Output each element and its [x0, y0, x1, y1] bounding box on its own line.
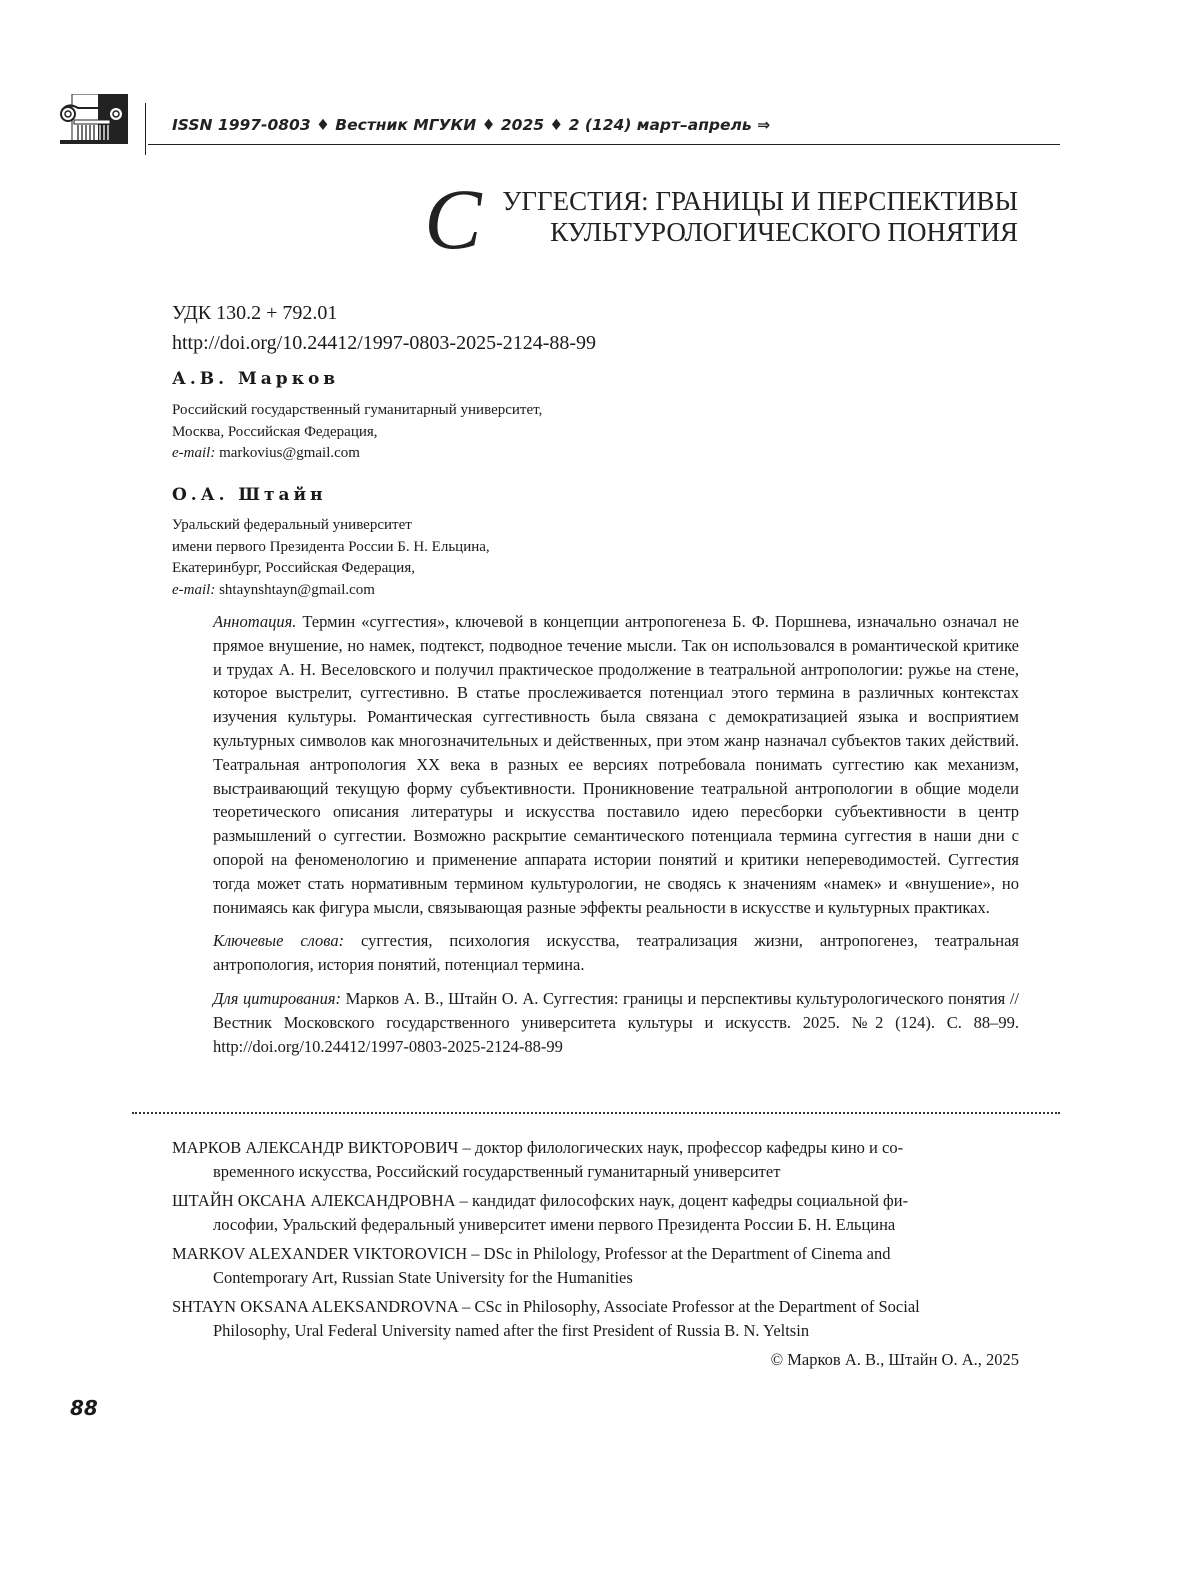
citation-text: Марков А. В., Штайн О. А. Суггестия: границы и перспективы культурологического понятия // Вестник Московского государственного университета культуры и искусств. 2025. №2 (124). С. 88–99. http://doi.org/10.24412/1997-0803-2025-2124-88-99	[213, 988, 1019, 1056]
bio-line: MARKOV ALEXANDER VIKTOROVICH – DSc in Philology, Professor at the Department of Cinema and	[172, 1244, 891, 1263]
author-bio-3	[172, 1242, 1019, 1290]
title-initial: С	[424, 171, 482, 267]
keywords-text: суггестия, психология искусства, театрализация жизни, антропогенез, театральная антропология, история понятий, потенциал термина.	[213, 931, 1020, 975]
bio-line: временного искусства, Российский государственный гуманитарный университет	[213, 1162, 781, 1181]
dotted-separator	[132, 1112, 1060, 1114]
title-line-1: УГГЕСТИЯ: ГРАНИЦЫ И ПЕРСПЕКТИВЫ	[502, 186, 1018, 216]
bio-line: МАРКОВ АЛЕКСАНДР ВИКТОРОВИЧ – доктор филологических наук, профессор кафедры кино и со-	[172, 1138, 904, 1157]
page-number: 88	[70, 1396, 98, 1420]
abstract-block	[213, 610, 1019, 1068]
journal-header: ISSN 1997-0803 ♦ Вестник МГУКИ ♦ 2025 ♦ 2 (124) март–апрель ⇒	[172, 116, 771, 134]
affiliation-line: имени первого Президента России Б. Н. Ельцина,	[172, 538, 490, 555]
email-label: e-mail:	[172, 581, 216, 598]
author-email-2[interactable]: shtaynshtayn@gmail.com	[219, 581, 375, 598]
abstract-label: Аннотация.	[213, 612, 297, 631]
email-line	[172, 580, 490, 602]
author-affiliation-1	[172, 400, 542, 465]
bio-line: Contemporary Art, Russian State University for the Humanities	[213, 1268, 633, 1287]
citation-label: Для цитирования:	[213, 988, 342, 1008]
email-line	[172, 443, 542, 465]
title-line-2: КУЛЬТУРОЛОГИЧЕСКОГО ПОНЯТИЯ	[550, 217, 1018, 247]
author-email-1[interactable]: markovius@gmail.com	[219, 445, 360, 461]
copyright-notice: © Марков А. В., Штайн О. А., 2025	[770, 1350, 1019, 1369]
udk-block	[172, 298, 596, 358]
bio-line: ШТАЙН ОКСАНА АЛЕКСАНДРОВНА – кандидат философских наук, доцент кафедры социальной фи-	[172, 1191, 909, 1210]
affiliation-line: Екатеринбург, Российская Федерация,	[172, 560, 415, 576]
bio-line: Philosophy, Ural Federal University named after the first President of Russia B. N. Yeltsin	[213, 1321, 810, 1340]
affiliation-line: Москва, Российская Федерация,	[172, 423, 378, 440]
author-name-1: А.В. Марков	[172, 369, 340, 389]
bio-line: лософии, Уральский федеральный университет имени первого Президента России Б. Н. Ельцина	[213, 1215, 896, 1234]
abstract-paragraph	[213, 610, 1019, 919]
header-vertical-rule	[145, 103, 146, 155]
author-name-2: О.А. Штайн	[172, 485, 327, 505]
udk-code: УДК 130.2 + 792.01	[172, 302, 338, 324]
affiliation-line: Российский государственный гуманитарный университет,	[172, 402, 543, 418]
author-bio-4	[172, 1295, 1019, 1343]
author-affiliation-2	[172, 515, 490, 601]
citation-paragraph	[213, 987, 1019, 1058]
doi-link[interactable]: http://doi.org/10.24412/1997-0803-2025-2124-88-99	[172, 332, 597, 354]
abstract-text: Термин «суггестия», ключевой в концепции антропогенеза Б. Ф. Поршнева, изначально означал не прямое внушение, но намек, подтекст, подводное течение мысли. Так он использовался в романтической критике и трудах А. Н. Веселовского и получил практическое продолжение в театральной антропологии: ружье на стене, которое выстрелит, суггестивно. В статье прослеживается потенциал этого термина в различных контекстах изучения культуры. Романтическая суггестивность была связана с демократизацией языка и восприятием культурных символов как многозначительных и действенных, при этом жанр назначал субъектов таких действий. Театральная антропология XX века в разных ее версиях потребовала понимать суггестию как механизм, выстраивающий текущую форму субъективности. Проникновение театральной антропологии в общие модели теоретического описания литературы и искусства поставило идею пересборки субъективности в центр размышлений о суггестии. Возможно раскрытие семантического потенциала термина суггестия в наши дни с опорой на феноменологию и применение аппарата истории понятий и критики непереводимостей. Суггестия тогда может стать нормативным термином культурологии, не сводясь к значениям «намек» и «внушение», но понимаясь как фигура мысли, связывающая разные эффекты реальности в искусстве и культурных практиках.	[213, 612, 1019, 917]
keywords-label: Ключевые слова:	[213, 931, 345, 951]
column-logo-icon	[58, 94, 128, 144]
keywords-paragraph	[213, 929, 1019, 977]
bio-line: SHTAYN OKSANA ALEKSANDROVNA – CSc in Philosophy, Associate Professor at the Department of Social	[172, 1297, 920, 1316]
header-horizontal-rule	[148, 144, 1060, 145]
email-label: e-mail:	[172, 445, 216, 461]
article-title	[424, 171, 1018, 267]
author-bio-2	[172, 1189, 1019, 1237]
author-bio-1	[172, 1136, 1019, 1184]
affiliation-line: Уральский федеральный университет	[172, 517, 412, 533]
